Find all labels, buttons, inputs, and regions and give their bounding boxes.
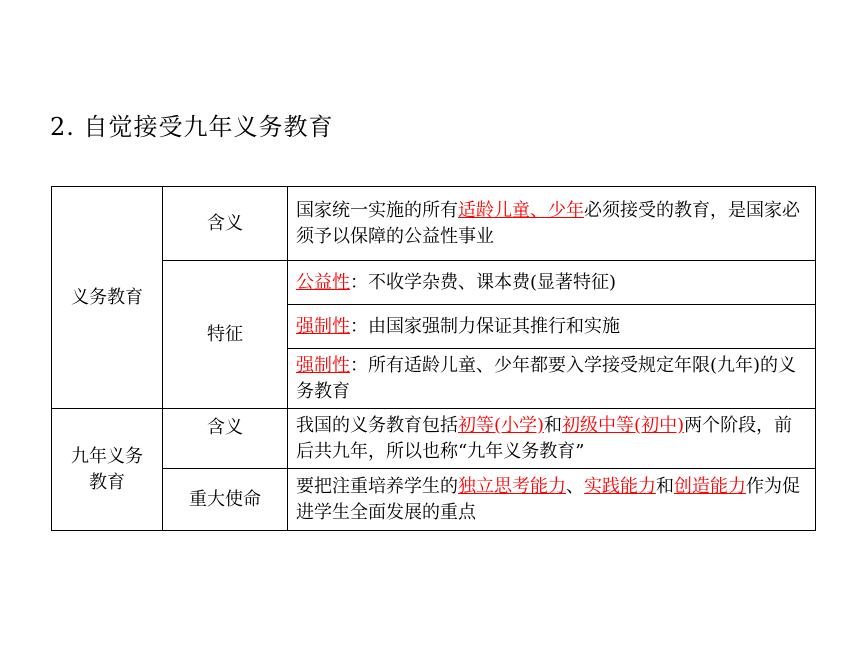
feature-compulsory-2: 强制性：所有适龄儿童、少年都要入学接受规定年限(九年)的义务教育: [288, 349, 816, 409]
table-row: [52, 409, 816, 469]
highlight-text: 独立思考能力: [458, 475, 566, 497]
row-label-nine-year: 九年义务教育: [52, 409, 163, 531]
compulsory-meaning-text: 国家统一实施的所有适龄儿童、少年必须接受的教育，是国家必须予以保障的公益性事业: [288, 187, 816, 261]
feature-compulsory-1: 强制性：由国家强制力保证其推行和实施: [288, 305, 816, 349]
highlight-text: 公益性: [296, 271, 350, 293]
meaning-label: 含义: [163, 187, 288, 261]
meaning-label: 含义: [163, 409, 288, 469]
table-row: [52, 187, 816, 261]
row-label-compulsory: 义务教育: [52, 187, 163, 409]
table-row: [52, 469, 816, 531]
features-label: 特征: [163, 261, 288, 409]
feature-public-welfare: 公益性：不收学杂费、课本费(显著特征): [288, 261, 816, 305]
nine-year-mission-text: 要把注重培养学生的独立思考能力、实践能力和创造能力作为促进学生全面发展的重点: [288, 469, 816, 531]
education-table: [51, 186, 816, 531]
highlight-text: 初级中等(初中): [562, 414, 685, 436]
highlight-text: 适龄儿童、少年: [458, 199, 584, 221]
highlight-text: 实践能力: [584, 475, 656, 497]
page-heading: 2. 自觉接受九年义务教育: [50, 113, 334, 141]
highlight-text: 创造能力: [674, 475, 746, 497]
highlight-text: 初等(小学): [458, 414, 545, 436]
mission-label: 重大使命: [163, 469, 288, 531]
highlight-text: 强制性: [296, 354, 350, 376]
nine-year-meaning-text: 我国的义务教育包括初等(小学)和初级中等(初中)两个阶段，前后共九年，所以也称“九年义务教育”: [288, 409, 816, 469]
table-row: [52, 261, 816, 305]
highlight-text: 强制性: [296, 315, 350, 337]
